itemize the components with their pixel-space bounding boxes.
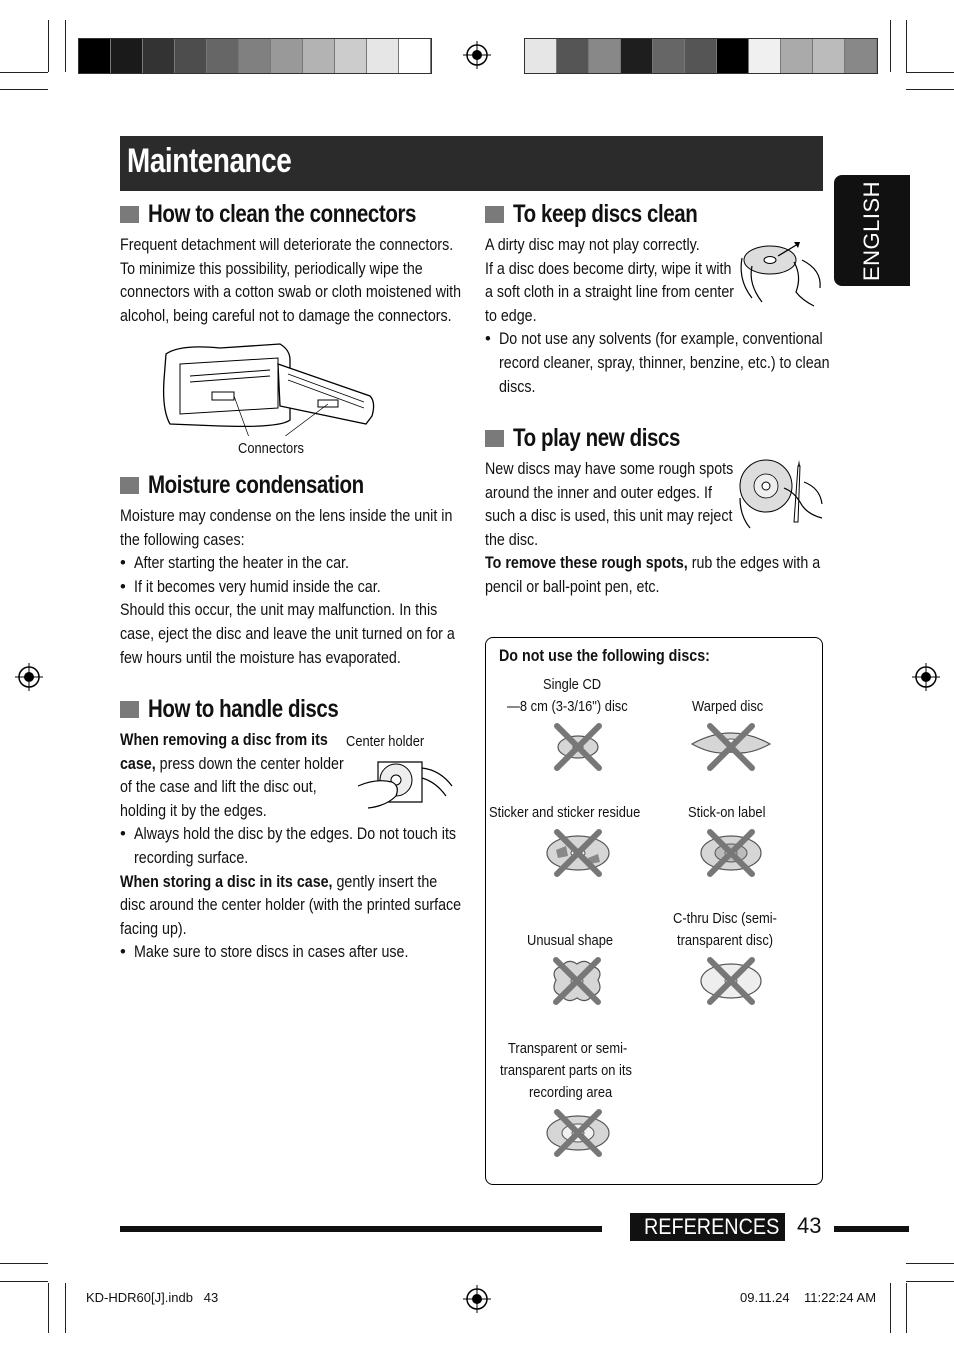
color-swatch (335, 39, 367, 73)
moisture-paragraph: Moisture may condense on the lens inside the unit in the following cases: • After starting the heater in the car. • If it becomes very humid inside the car. Should this occur, the unit may malfunction. In this case, eject the disc and leave the unit turned on for a few hours until the moisture has evaporated. (120, 504, 509, 669)
color-calibration-strip-left (78, 38, 432, 74)
do-not-use-title: Do not use the following discs: (499, 646, 710, 665)
references-label: REFERENCES (644, 1214, 780, 1239)
transparent-parts-disc-crossed-icon (544, 1108, 612, 1158)
list-item: • If it becomes very humid inside the car. (120, 576, 381, 596)
new-discs-paragraph: New discs may have some rough spots around the inner and outer edges. If such a disc is used, this unit may reject the disc. To remove these rough spots, rub the edges with a pencil or ball-point pen, etc. (485, 459, 821, 596)
do-not-use-box (485, 637, 823, 1185)
footer-rule-left (120, 1226, 602, 1232)
c-thru-disc-crossed-icon (698, 956, 764, 1006)
section-heading-new-discs: To play new discs (485, 425, 717, 451)
section-square-icon (120, 477, 139, 494)
section-square-icon (485, 430, 504, 447)
color-swatch (557, 39, 589, 73)
connectors-paragraph: Frequent detachment will deteriorate the connectors. To minimize this possibility, periodically wipe the connectors with a cotton swab or cloth moistened with alcohol, being careful not to damage the connectors. (120, 235, 462, 325)
section-heading-keep-clean: To keep discs clean (485, 201, 738, 227)
color-swatch (525, 39, 557, 73)
list-item: • After starting the heater in the car. (120, 553, 349, 573)
single-cd-crossed-icon (553, 722, 603, 772)
connectors-figure-label: Connectors (238, 440, 304, 457)
color-swatch (653, 39, 685, 73)
center-holder-label: Center holder (346, 733, 425, 750)
page-title: Maintenance (127, 142, 292, 180)
color-swatch (207, 39, 239, 73)
bad-disc-item: Warped disc (691, 698, 763, 715)
color-swatch (589, 39, 621, 73)
list-item: • Make sure to store discs in cases after use. (120, 942, 409, 962)
color-calibration-strip-right (524, 38, 878, 74)
page-number: 43 (797, 1213, 822, 1238)
color-swatch (781, 39, 813, 73)
color-swatch (303, 39, 335, 73)
section-square-icon (120, 701, 139, 718)
color-swatch (717, 39, 749, 73)
section-heading-connectors: How to clean the connectors (120, 201, 475, 227)
color-swatch (175, 39, 207, 73)
registration-target-icon (463, 1285, 491, 1313)
bad-disc-item: C-thru Disc (semi- transparent disc) (672, 910, 777, 949)
color-swatch (399, 39, 431, 73)
section-square-icon (120, 206, 139, 223)
color-swatch (813, 39, 845, 73)
bad-disc-item: Unusual shape (526, 932, 614, 949)
print-date: 09.11.24 (740, 1290, 790, 1305)
references-label-box (630, 1213, 785, 1241)
bad-disc-item: Transparent or semi- transparent parts on its recording area (500, 1040, 633, 1101)
print-time: 11:22:24 AM (804, 1290, 877, 1305)
faceplate-connectors-illustration (160, 340, 380, 436)
list-item: • Always hold the disc by the edges. Do not touch its (120, 824, 457, 844)
color-swatch (367, 39, 399, 73)
color-swatch (749, 39, 781, 73)
color-swatch (239, 39, 271, 73)
sticker-disc-crossed-icon (544, 828, 612, 878)
title-bar (120, 136, 823, 191)
list-item: • Do not use any solvents (for example, conventional (485, 329, 823, 349)
bad-disc-item: Sticker and sticker residue (489, 804, 641, 821)
color-swatch (271, 39, 303, 73)
stick-on-label-disc-crossed-icon (698, 828, 764, 878)
handle-paragraph: When removing a disc from its case, press down the center holder of the case and lift the disc out, holding it by the edges. • Always hold the disc by the edges. Do not touch its recording surface. When storing a disc in its case, gently insert the disc around the center holder (with the printed surface facing up). • Make sure to store discs in cases after use. (120, 728, 517, 964)
bad-disc-item: Stick-on label (687, 804, 766, 821)
color-swatch (111, 39, 143, 73)
registration-target-icon (463, 41, 491, 69)
language-tab-label: ENGLISH (859, 180, 884, 282)
registration-target-icon (15, 663, 43, 691)
keep-clean-paragraph: A dirty disc may not play correctly. If a disc does become dirty, wipe it with a soft cloth in a straight line from center to edge. • Do not use any solvents (for example, conventional record cleaner, spray, thinner, benzine, etc.) to clean discs. (485, 233, 883, 398)
registration-target-icon (912, 663, 940, 691)
warped-disc-crossed-icon (688, 722, 774, 772)
color-swatch (845, 39, 877, 73)
bad-disc-item: Single CD —8 cm (3-3/16") disc (506, 676, 628, 715)
color-swatch (143, 39, 175, 73)
color-swatch (621, 39, 653, 73)
unusual-shape-disc-crossed-icon (548, 956, 606, 1006)
color-swatch (685, 39, 717, 73)
section-heading-moisture: Moisture condensation (120, 472, 411, 498)
print-file-info: KD-HDR60[J].indb 43 (86, 1290, 219, 1305)
section-heading-handle: How to handle discs (120, 696, 380, 722)
color-swatch (79, 39, 111, 73)
section-square-icon (485, 206, 504, 223)
footer-rule-right (834, 1226, 909, 1232)
